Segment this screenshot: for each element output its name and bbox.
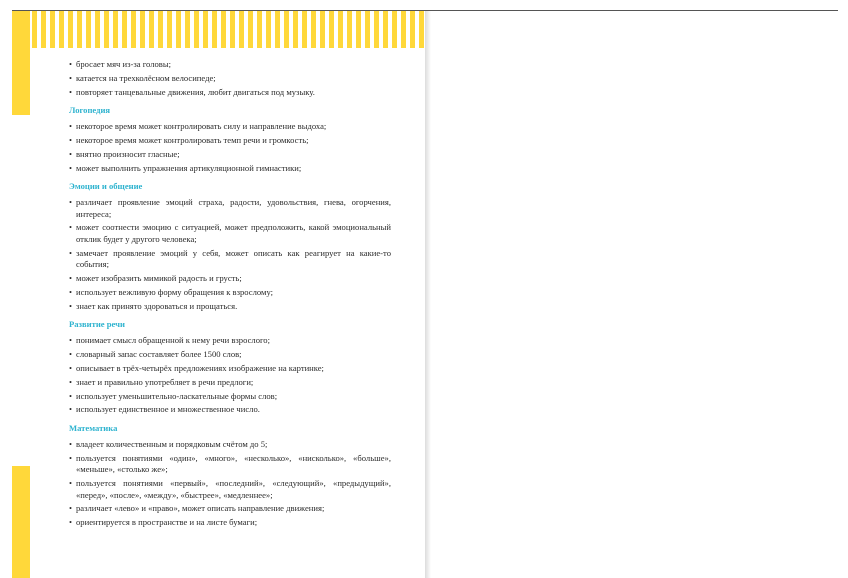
list-item: • словарный запас составляет более 1500 слов; [69, 349, 391, 361]
list-item: • пользуется понятиями «один», «много», «несколько», «нисколько», «больше», «меньше», «столько же»; [69, 453, 391, 476]
yellow-side-tab-top [12, 11, 30, 115]
list-item: • катается на трехколёсном велосипеде; [69, 73, 391, 85]
document-page [12, 11, 425, 578]
list-item: • ориентируется в пространстве и на листе бумаги; [69, 517, 391, 529]
list-item: • некоторое время может контролировать силу и направление выдоха; [69, 121, 391, 133]
section-heading-speech: Развитие речи [69, 319, 125, 330]
bullet-list-intro [69, 59, 391, 98]
bullet-list-logopedia [69, 121, 391, 174]
list-item: • некоторое время может контролировать темп речи и громкость; [69, 135, 391, 147]
page-edge-shadow [425, 11, 431, 578]
list-item: • пользуется понятиями «первый», «последний», «следующий», «предыдущий», «перед», «после», «между», «быстрее», «медленнее»; [69, 478, 391, 501]
bullet-list-speech [69, 335, 391, 416]
list-item: • бросает мяч из-за головы; [69, 59, 391, 71]
list-item: • может выполнить упражнения артикуляционной гимнастики; [69, 163, 391, 175]
list-item: • различает «лево» и «право», может описать направление движения; [69, 503, 391, 515]
list-item: • использует уменьшительно-ласкательные формы слов; [69, 391, 391, 403]
page-content [69, 59, 391, 531]
list-item: • внятно произносит гласные; [69, 149, 391, 161]
section-heading-math: Математика [69, 422, 118, 433]
list-item: • может соотнести эмоцию с ситуацией, может предположить, какой эмоциональный отклик будет у другого человека; [69, 222, 391, 245]
list-item: • использует вежливую форму обращения к взрослому; [69, 287, 391, 299]
bullet-list-math [69, 439, 391, 529]
list-item: • повторяет танцевальные движения, любит двигаться под музыку. [69, 87, 391, 99]
list-item: • знает как принято здороваться и прощаться. [69, 301, 391, 313]
yellow-side-tab-bottom [12, 466, 30, 578]
list-item: • использует единственное и множественное число. [69, 404, 391, 416]
list-item: • знает и правильно употребляет в речи предлоги; [69, 377, 391, 389]
list-item: • различает проявление эмоций страха, радости, удовольствия, гнева, огорчения, интереса; [69, 197, 391, 220]
list-item: • замечает проявление эмоций у себя, может описать как реагирует на какие-то события; [69, 248, 391, 271]
list-item: • понимает смысл обращенной к нему речи взрослого; [69, 335, 391, 347]
list-item: • может изобразить мимикой радость и грусть; [69, 273, 391, 285]
bullet-list-emotions [69, 197, 391, 312]
list-item: • описывает в трёх-четырёх предложениях изображение на картинке; [69, 363, 391, 375]
decorative-stripes [32, 11, 425, 48]
section-heading-logopedia: Логопедия [69, 105, 111, 116]
list-item: • владеет количественным и порядковым счётом до 5; [69, 439, 391, 451]
section-heading-emotions: Эмоции и общение [69, 181, 143, 192]
